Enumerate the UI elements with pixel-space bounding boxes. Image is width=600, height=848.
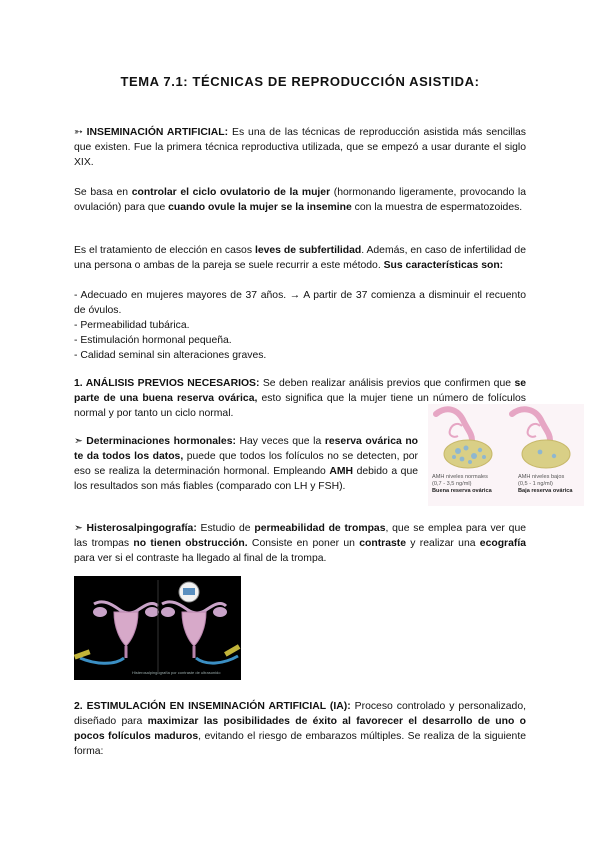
amh-low-range: (0,5 - 1 ng/ml) — [518, 481, 553, 487]
arrow-bullet-icon: ➳ — [74, 127, 87, 138]
list-item: - Adecuado en mujeres mayores de 37 años. → A partir de 37 comienza a disminuir el recuento de óvulos. — [74, 290, 526, 316]
characteristics-list — [74, 288, 526, 363]
subsection-heading: Determinaciones hormonales: — [86, 436, 236, 447]
amh-low-label: AMH niveles bajos — [518, 474, 565, 480]
amh-ovarian-reserve-figure — [428, 404, 584, 506]
section-heading: INSEMINACIÓN ARTIFICIAL: — [86, 127, 229, 138]
hsg-caption: Histerosalpingografía por contraste de ultrasonido — [132, 670, 221, 675]
section-heading: 2. ESTIMULACIÓN EN INSEMINACIÓN ARTIFICIAL (IA): — [74, 701, 351, 712]
insemination-intro — [74, 125, 526, 170]
hysterosalpingography: ➣ Histerosalpingografía: Estudio de permeabilidad de trompas, que se emplea para ver que las trompas no tienen obstrucción. Consiste en poner un contraste y realizar una ecografía para ver si el contraste ha llegado al final de la trompa. — [74, 523, 527, 564]
amh-normal-label: AMH niveles normales — [432, 474, 488, 480]
list-item: - Permeabilidad tubárica. — [74, 320, 190, 331]
insemination-indication: Es el tratamiento de elección en casos leves de subfertilidad. Además, en caso de infertilidad de una persona o ambas de la pareja se suele recurrir a este método. Sus características son: — [74, 245, 526, 271]
list-item: - Calidad seminal sin alteraciones graves. — [74, 350, 267, 361]
section-heading: 1. ANÁLISIS PREVIOS NECESARIOS: — [74, 378, 260, 389]
insemination-basis: Se basa en controlar el ciclo ovulatorio de la mujer (hormonando ligeramente, provocando la ovulación) para que cuando ovule la mujer se la insemine con la muestra de espermatozoides. — [74, 187, 526, 213]
hormonal-determinations: ➣ Determinaciones hormonales: Hay veces que la reserva ovárica no te da todos los datos, puede que todos los folículos no se detecten, por eso se realiza la determinación hormonal. Empleando AMH debido a que los resultados son más fiables (comparado con LH y FSH). — [74, 436, 419, 492]
hysterosalpingography-figure — [74, 576, 241, 680]
amh-low-caption: Baja reserva ovárica — [518, 488, 573, 494]
paragraph-text: Es una de las técnicas de reproducción asistida más sencillas que existen. Fue la primera técnica reproductiva utilizada, que se empezó a usar durante el siglo XIX. — [74, 127, 526, 168]
arrowhead-bullet-icon: ➣ — [74, 436, 87, 447]
list-item: - Estimulación hormonal pequeña. — [74, 335, 232, 346]
amh-normal-caption: Buena reserva ovárica — [432, 488, 492, 494]
page-title: TEMA 7.1: TÉCNICAS DE REPRODUCCIÓN ASISTIDA: — [120, 74, 480, 89]
stimulation-ia: 2. ESTIMULACIÓN EN INSEMINACIÓN ARTIFICIAL (IA): Proceso controlado y personalizado, diseñado para maximizar las posibilidades de éxito al favorecer el desarrollo de uno o pocos folículos maduros, evitando el riesgo de embarazos múltiples. Se realiza de la siguiente forma: — [74, 701, 527, 757]
amh-normal-range: (0,7 - 3,5 ng/ml) — [432, 481, 472, 487]
arrowhead-bullet-icon: ➣ — [74, 523, 87, 534]
previous-analysis: 1. ANÁLISIS PREVIOS NECESARIOS: Se deben realizar análisis previos que confirmen que se parte de una buena reserva ovárica, esto significa que la mujer tiene un número de folículos normal y por tanto un ciclo normal. — [74, 378, 526, 419]
subsection-heading: Histerosalpingografía: — [86, 523, 197, 534]
uterus-illustration — [74, 576, 241, 680]
